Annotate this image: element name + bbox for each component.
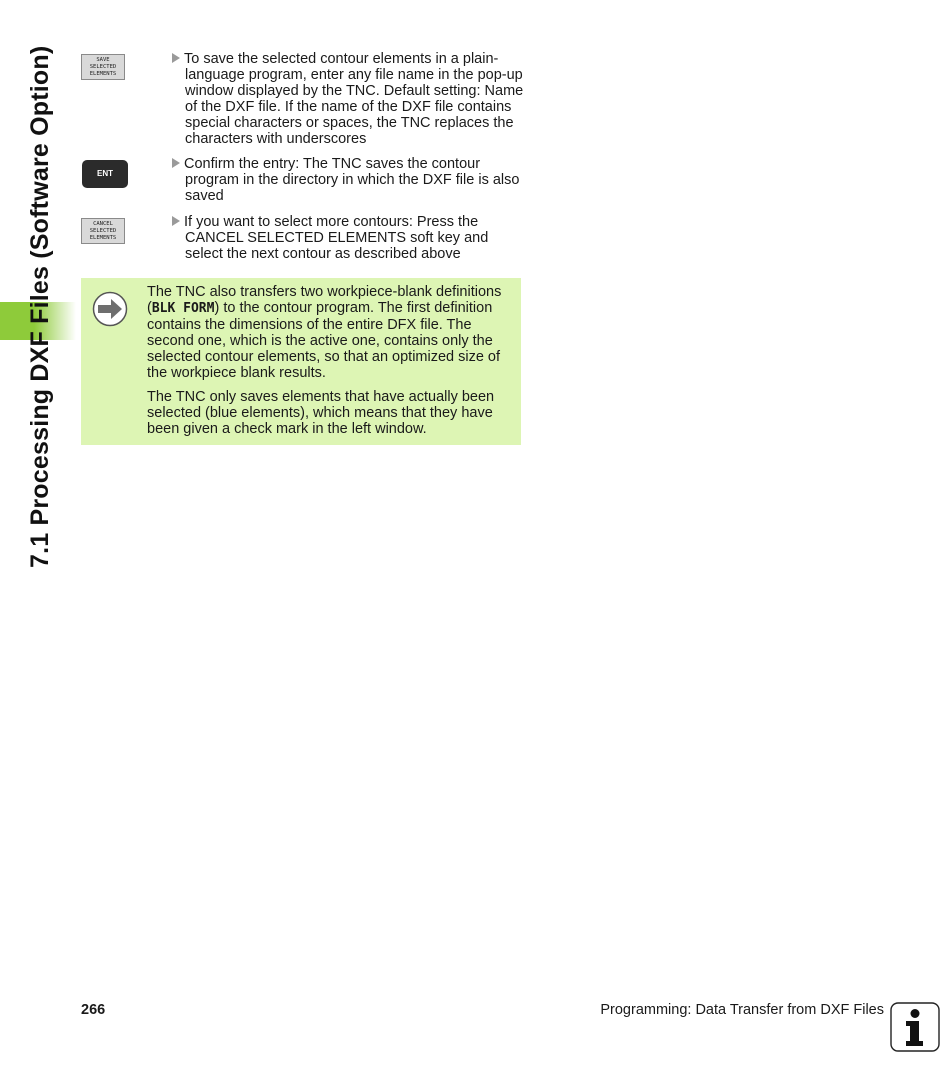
blk-form-code: BLK FORM [151,301,215,316]
note-paragraph-1 [147,284,507,381]
step-save-text: To save the selected contour elements in a plain-language program, enter any file name in the pop-up window displayed by the TNC. Default setting: Name of the DXF file. If the name of the DXF file contains special characters or spaces, the TNC replaces the characters with underscores [184,51,524,147]
step-save [172,51,524,147]
note-p1-after: ) to the contour program. The first definition contains the dimensions of the entire DFX file. The second one, which is the active one, contains only the selected contour elements, so that an optimized size of the workpiece blank results. [147,300,501,381]
step-cancel [172,214,524,262]
cancel-selected-elements-softkey: CANCEL SELECTED ELEMENTS [81,218,125,244]
chapter-title: 7.1 Processing DXF Files (Software Option) [26,45,54,568]
bullet-triangle-icon [172,53,180,63]
info-icon [890,1002,940,1052]
page-number: 266 [81,1002,106,1018]
step-cancel-text: If you want to select more contours: Press the CANCEL SELECTED ELEMENTS soft key and select the next contour as described above [184,214,489,262]
bullet-triangle-icon [172,158,180,168]
note-p1-before: The TNC also transfers two workpiece-blank definitions ( [147,284,502,316]
save-selected-elements-softkey: SAVE SELECTED ELEMENTS [81,54,125,80]
note-paragraph-2: The TNC only saves elements that have actually been selected (blue elements), which means that they have been given a check mark in the left window. [147,389,495,437]
bullet-triangle-icon [172,216,180,226]
step-confirm [172,156,524,204]
ent-key: ENT [82,160,128,188]
step-confirm-text: Confirm the entry: The TNC saves the contour program in the directory in which the DXF file is also saved [184,156,520,204]
footer-title: Programming: Data Transfer from DXF Files [600,1002,884,1018]
arrow-right-circle-icon [92,291,128,327]
